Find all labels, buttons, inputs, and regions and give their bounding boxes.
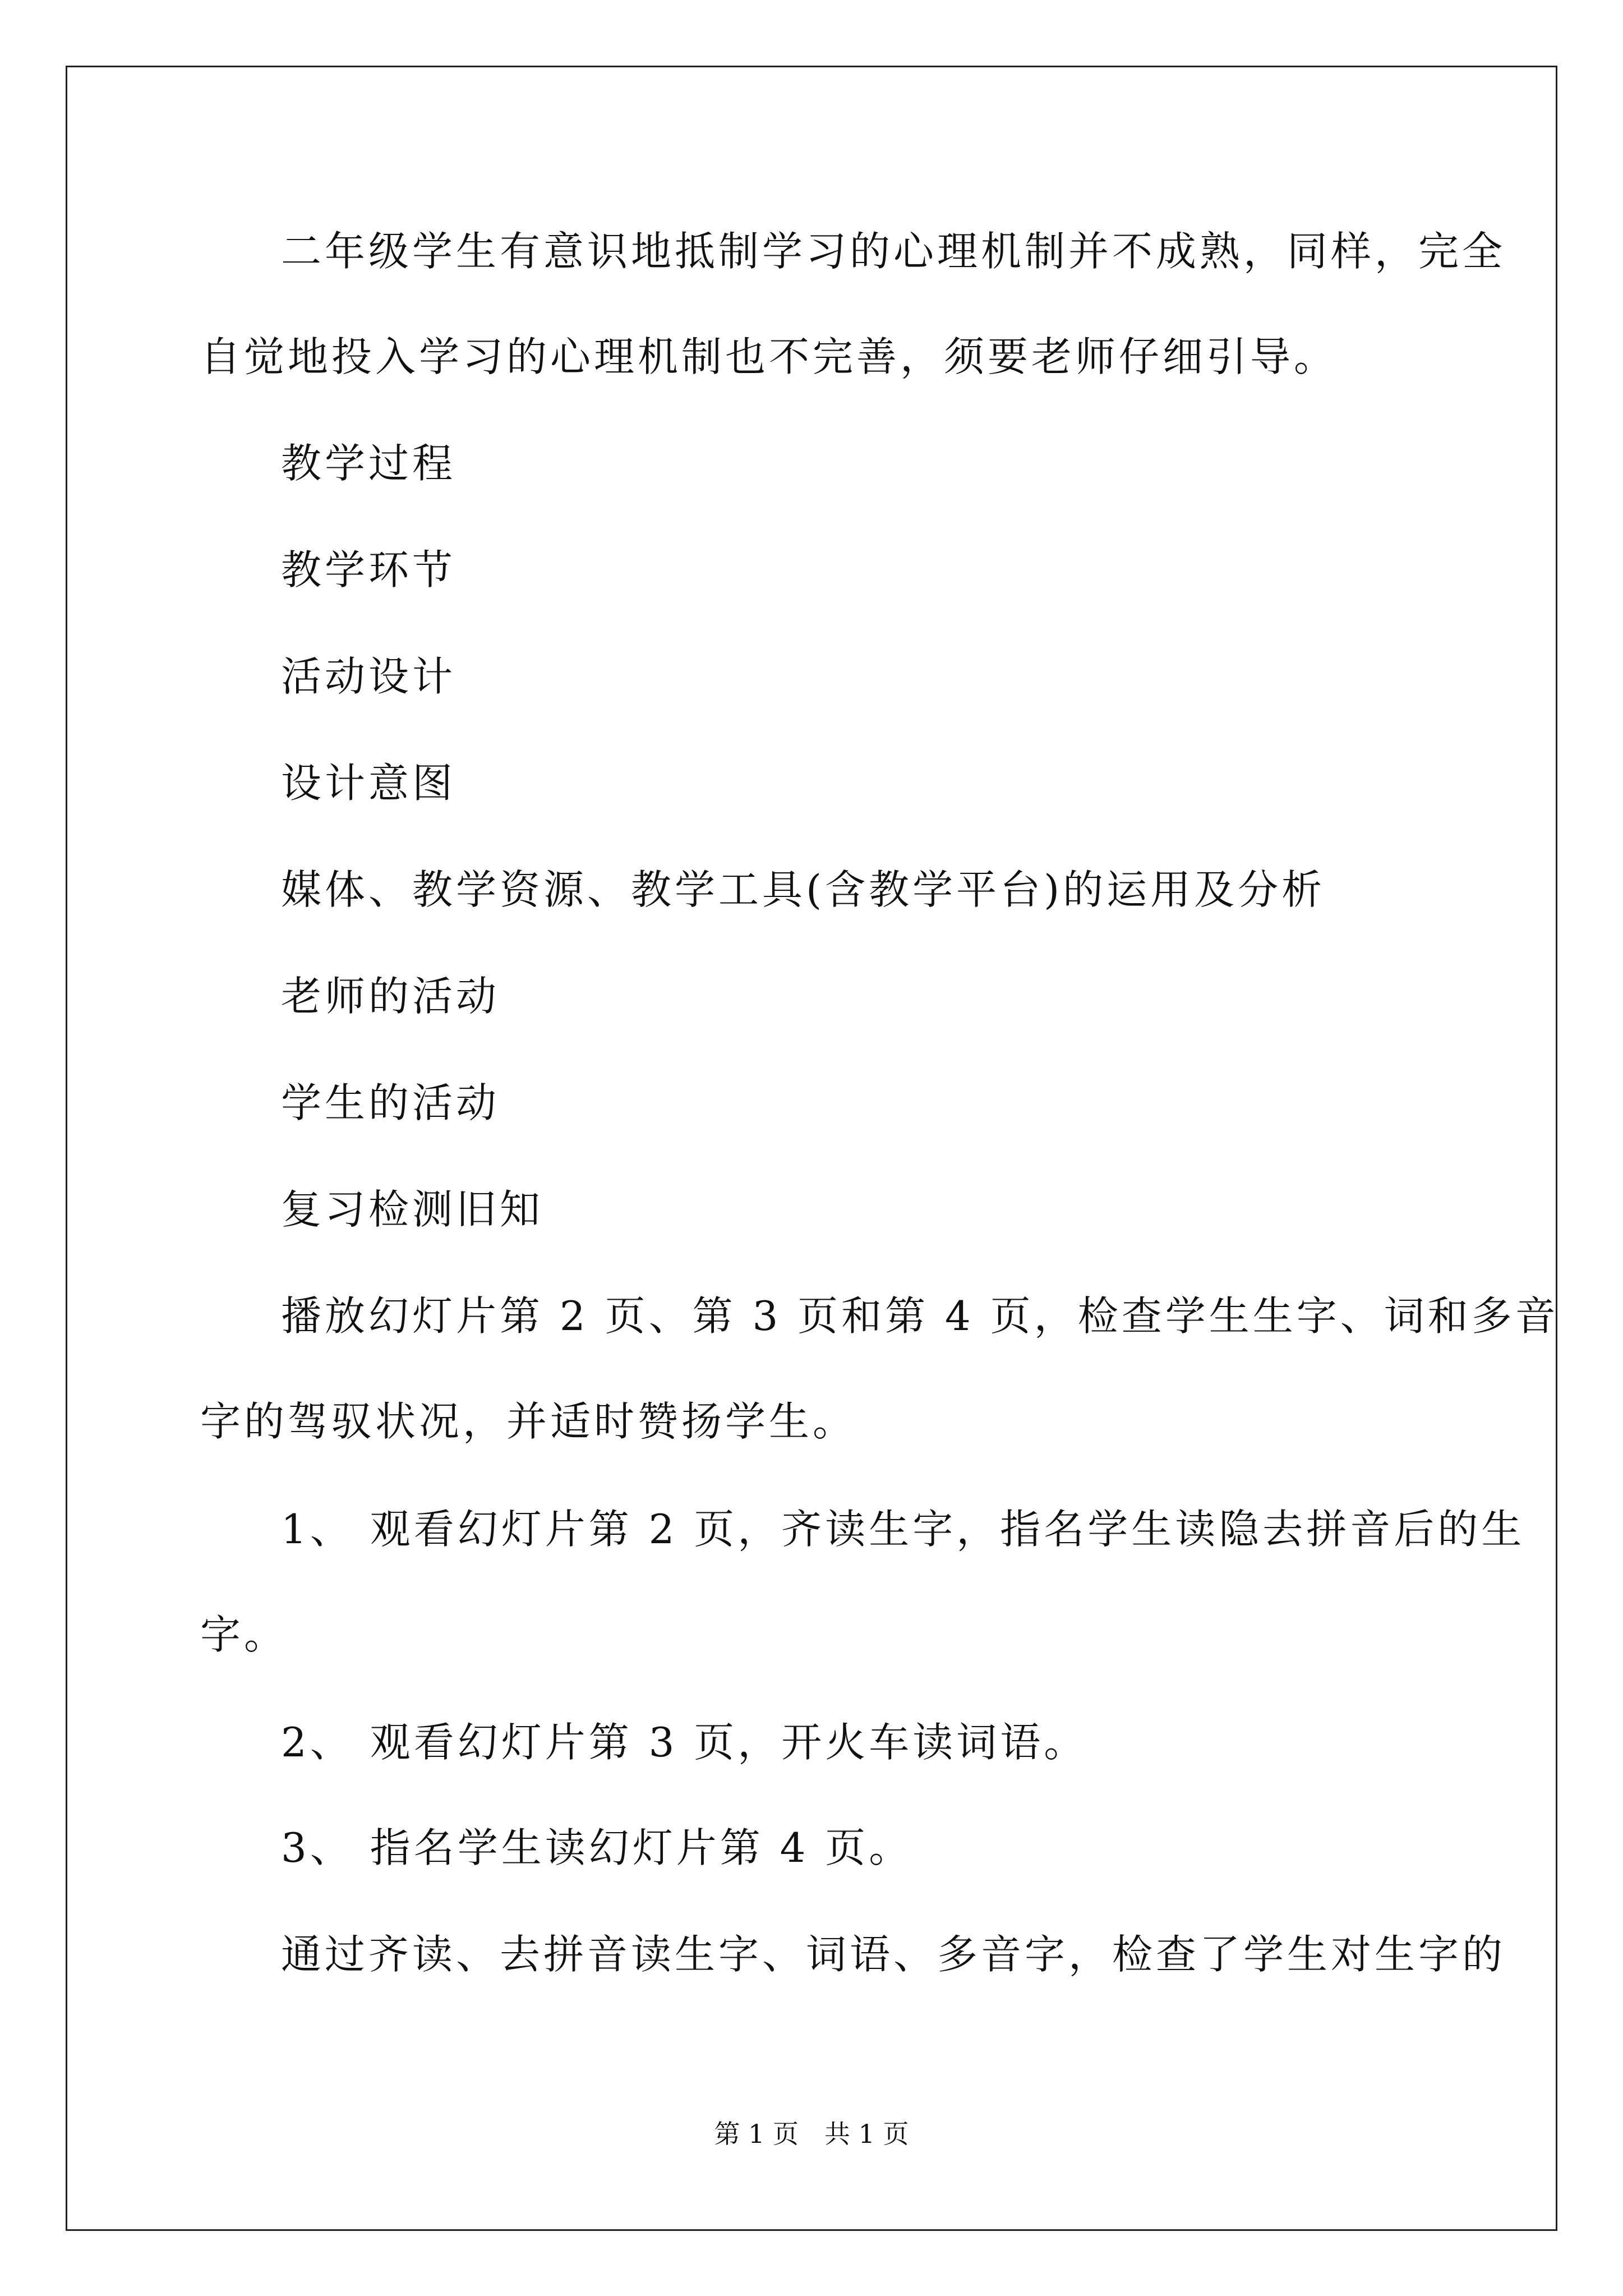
paragraph-line: 播放幻灯片第 2 页、第 3 页和第 4 页，检查学生生字、词和多音 bbox=[281, 1292, 1559, 1340]
list-item: 1、 观看幻灯片第 2 页，齐读生字，指名学生读隐去拼音后的生 bbox=[281, 1506, 1525, 1553]
paragraph-line: 字的驾驭状况，并适时赞扬学生。 bbox=[200, 1398, 857, 1445]
heading-teaching-stage: 教学环节 bbox=[281, 546, 457, 593]
list-item: 2、 观看幻灯片第 3 页，开火车读词语。 bbox=[281, 1719, 1088, 1766]
heading-activity-design: 活动设计 bbox=[281, 653, 457, 700]
page-number-current: 第 1 页 bbox=[714, 2119, 799, 2149]
heading-teaching-process: 教学过程 bbox=[281, 440, 457, 487]
list-item-continuation: 字。 bbox=[200, 1611, 288, 1658]
page-number-total: 共 1 页 bbox=[824, 2119, 909, 2149]
heading-teacher-activity: 老师的活动 bbox=[281, 973, 500, 1020]
list-item: 3、 指名学生读幻灯片第 4 页。 bbox=[281, 1824, 913, 1871]
paragraph-line: 通过齐读、去拼音读生字、词语、多音字，检查了学生对生字的 bbox=[281, 1931, 1506, 1978]
page-footer bbox=[0, 2119, 1623, 2148]
paragraph-line: 二年级学生有意识地抵制学习的心理机制并不成熟，同样，完全 bbox=[281, 228, 1506, 275]
heading-design-intent: 设计意图 bbox=[281, 760, 457, 807]
heading-review: 复习检测旧知 bbox=[281, 1186, 544, 1233]
page-border bbox=[66, 66, 1557, 2231]
heading-student-activity: 学生的活动 bbox=[281, 1079, 500, 1126]
heading-media-resources: 媒体、教学资源、教学工具(含教学平台)的运用及分析 bbox=[281, 866, 1326, 913]
paragraph-line: 自觉地投入学习的心理机制也不完善，须要老师仔细引导。 bbox=[200, 333, 1338, 380]
